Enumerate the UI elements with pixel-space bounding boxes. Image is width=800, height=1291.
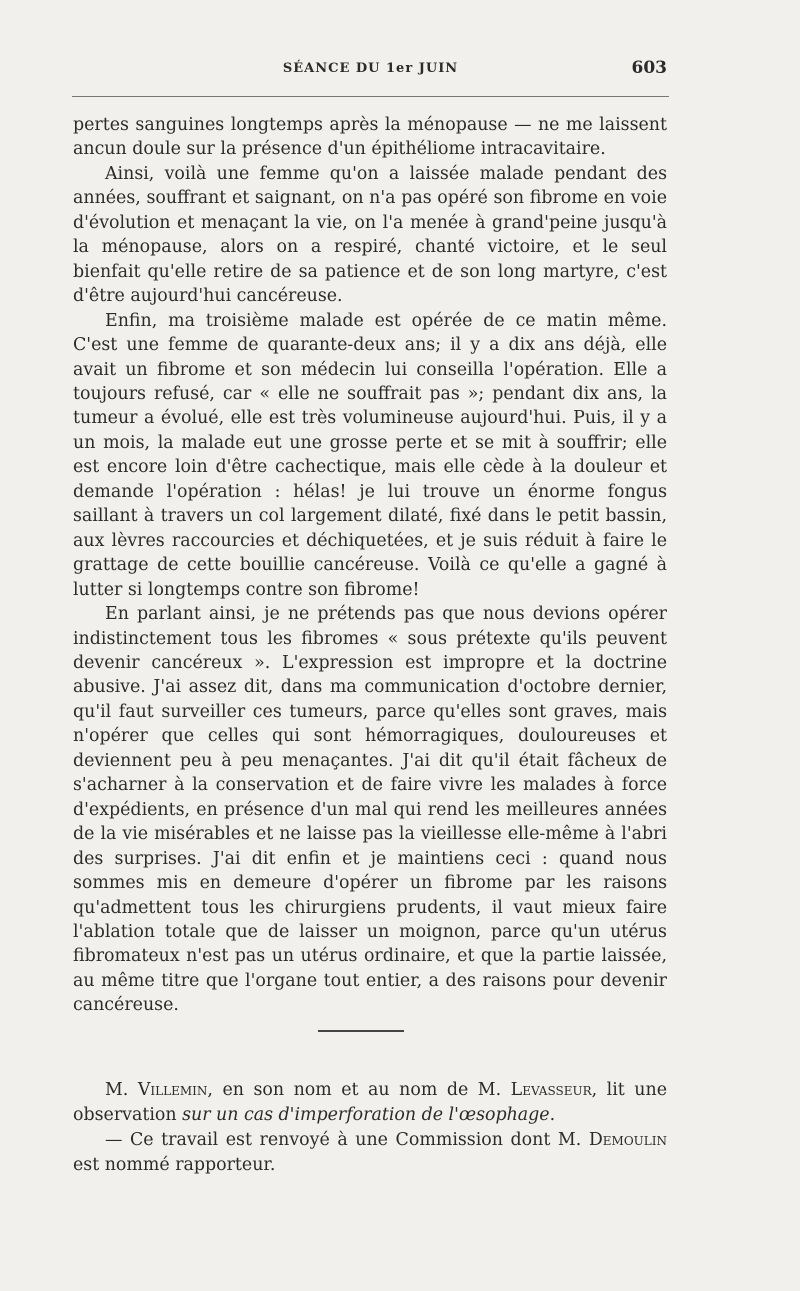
paragraph: En parlant ainsi, je ne prétends pas que nous devions opérer indistinctement tous les fibromes « sous prétexte qu'ils peuvent devenir cancéreux ». L'expression est impropre et la doctrine abusive. J'ai assez dit, dans ma communication d'octobre dernier, qu'il faut surveiller ces tumeurs, parce qu'elles sont graves, mais n'opérer que celles qui sont hémorragiques, douloureuses et deviennent peu à peu menaçantes. J'ai dit qu'il était fâcheux de s'acharner à la conservation et de faire vivre les malades à force d'expédients, en présence d'un mal qui rend les meilleures années de la vie misérables et ne laisse pas la vieillesse elle-même à l'abri des surprises. J'ai dit enfin et je maintiens ceci : quand nous sommes mis en demeure d'opérer un fibrome par les raisons qu'admettent tous les chirurgiens prudents, il vaut mieux faire l'ablation totale que de laisser un moignon, parce qu'un utérus fibromateux n'est pas un utérus ordinaire, et que la partie laissée, au même titre que l'organe tout entier, a des raisons pour devenir cancéreuse. [73,604,667,1016]
notice-paragraph [73,1128,667,1178]
author-name: Levasseur [510,1080,592,1100]
notice-paragraph [73,1078,667,1128]
paragraph: Enfin, ma troisième malade est opérée de ce matin même. C'est une femme de quarante-deux ans; il y a dix ans déjà, elle avait un fibrome et son médecin lui conseilla l'opération. Elle a toujours refusé, car « elle ne souffrait pas »; pendant dix ans, la tumeur a évolué, elle est très volumineuse aujourd'hui. Puis, il y a un mois, la malade eut une grosse perte et se mit à souffrir; elle est encore loin d'être cachectique, mais elle cède à la douleur et demande l'opération : hélas! je lui trouve un énorme fongus saillant à travers un col largement dilaté, fixé dans le petit bassin, aux lèvres raccourcies et déchiquetées, et je suis réduit à faire le grattage de cette bouillie cancéreuse. Voilà ce qu'elle a gagné à lutter si longtemps contre son fibrome! [73,310,667,600]
notice-text: est nommé rapporteur. [73,1155,276,1175]
header-rule [72,96,669,97]
notice-text: M. [105,1080,138,1100]
paragraph: pertes sanguines longtemps après la ménopause — ne me laissent ancun doule sur la présence d'un épithéliome intracavitaire. [73,115,667,160]
rapporteur-name: Demoulin [588,1130,667,1150]
notice-text: . [549,1105,556,1125]
author-name: Villemin [137,1080,208,1100]
notice-text: — Ce travail est renvoyé à une Commission dont M. [105,1130,589,1150]
page-number: 603 [631,58,667,78]
section-separator [318,1030,404,1032]
running-title: SÉANCE DU 1er JUIN [282,61,459,76]
notice-text: , lit une observation [73,1080,667,1125]
session-notice [73,1078,667,1178]
page-header [72,58,669,86]
notice-text: , en son nom et au nom de M. [207,1080,511,1100]
observation-title: sur un cas d'imperforation de l'œsophage [182,1105,550,1125]
paragraph: Ainsi, voilà une femme qu'on a laissée malade pendant des années, souffrant et saignant, on n'a pas opéré son fibrome en voie d'évolution et menaçant la vie, on l'a menée à grand'peine jusqu'à la ménopause, alors on a respiré, chanté victoire, et le seul bienfait qu'elle retire de sa patience et de son long martyre, c'est d'être aujourd'hui cancéreuse. [73,163,667,307]
main-text [73,113,667,1018]
